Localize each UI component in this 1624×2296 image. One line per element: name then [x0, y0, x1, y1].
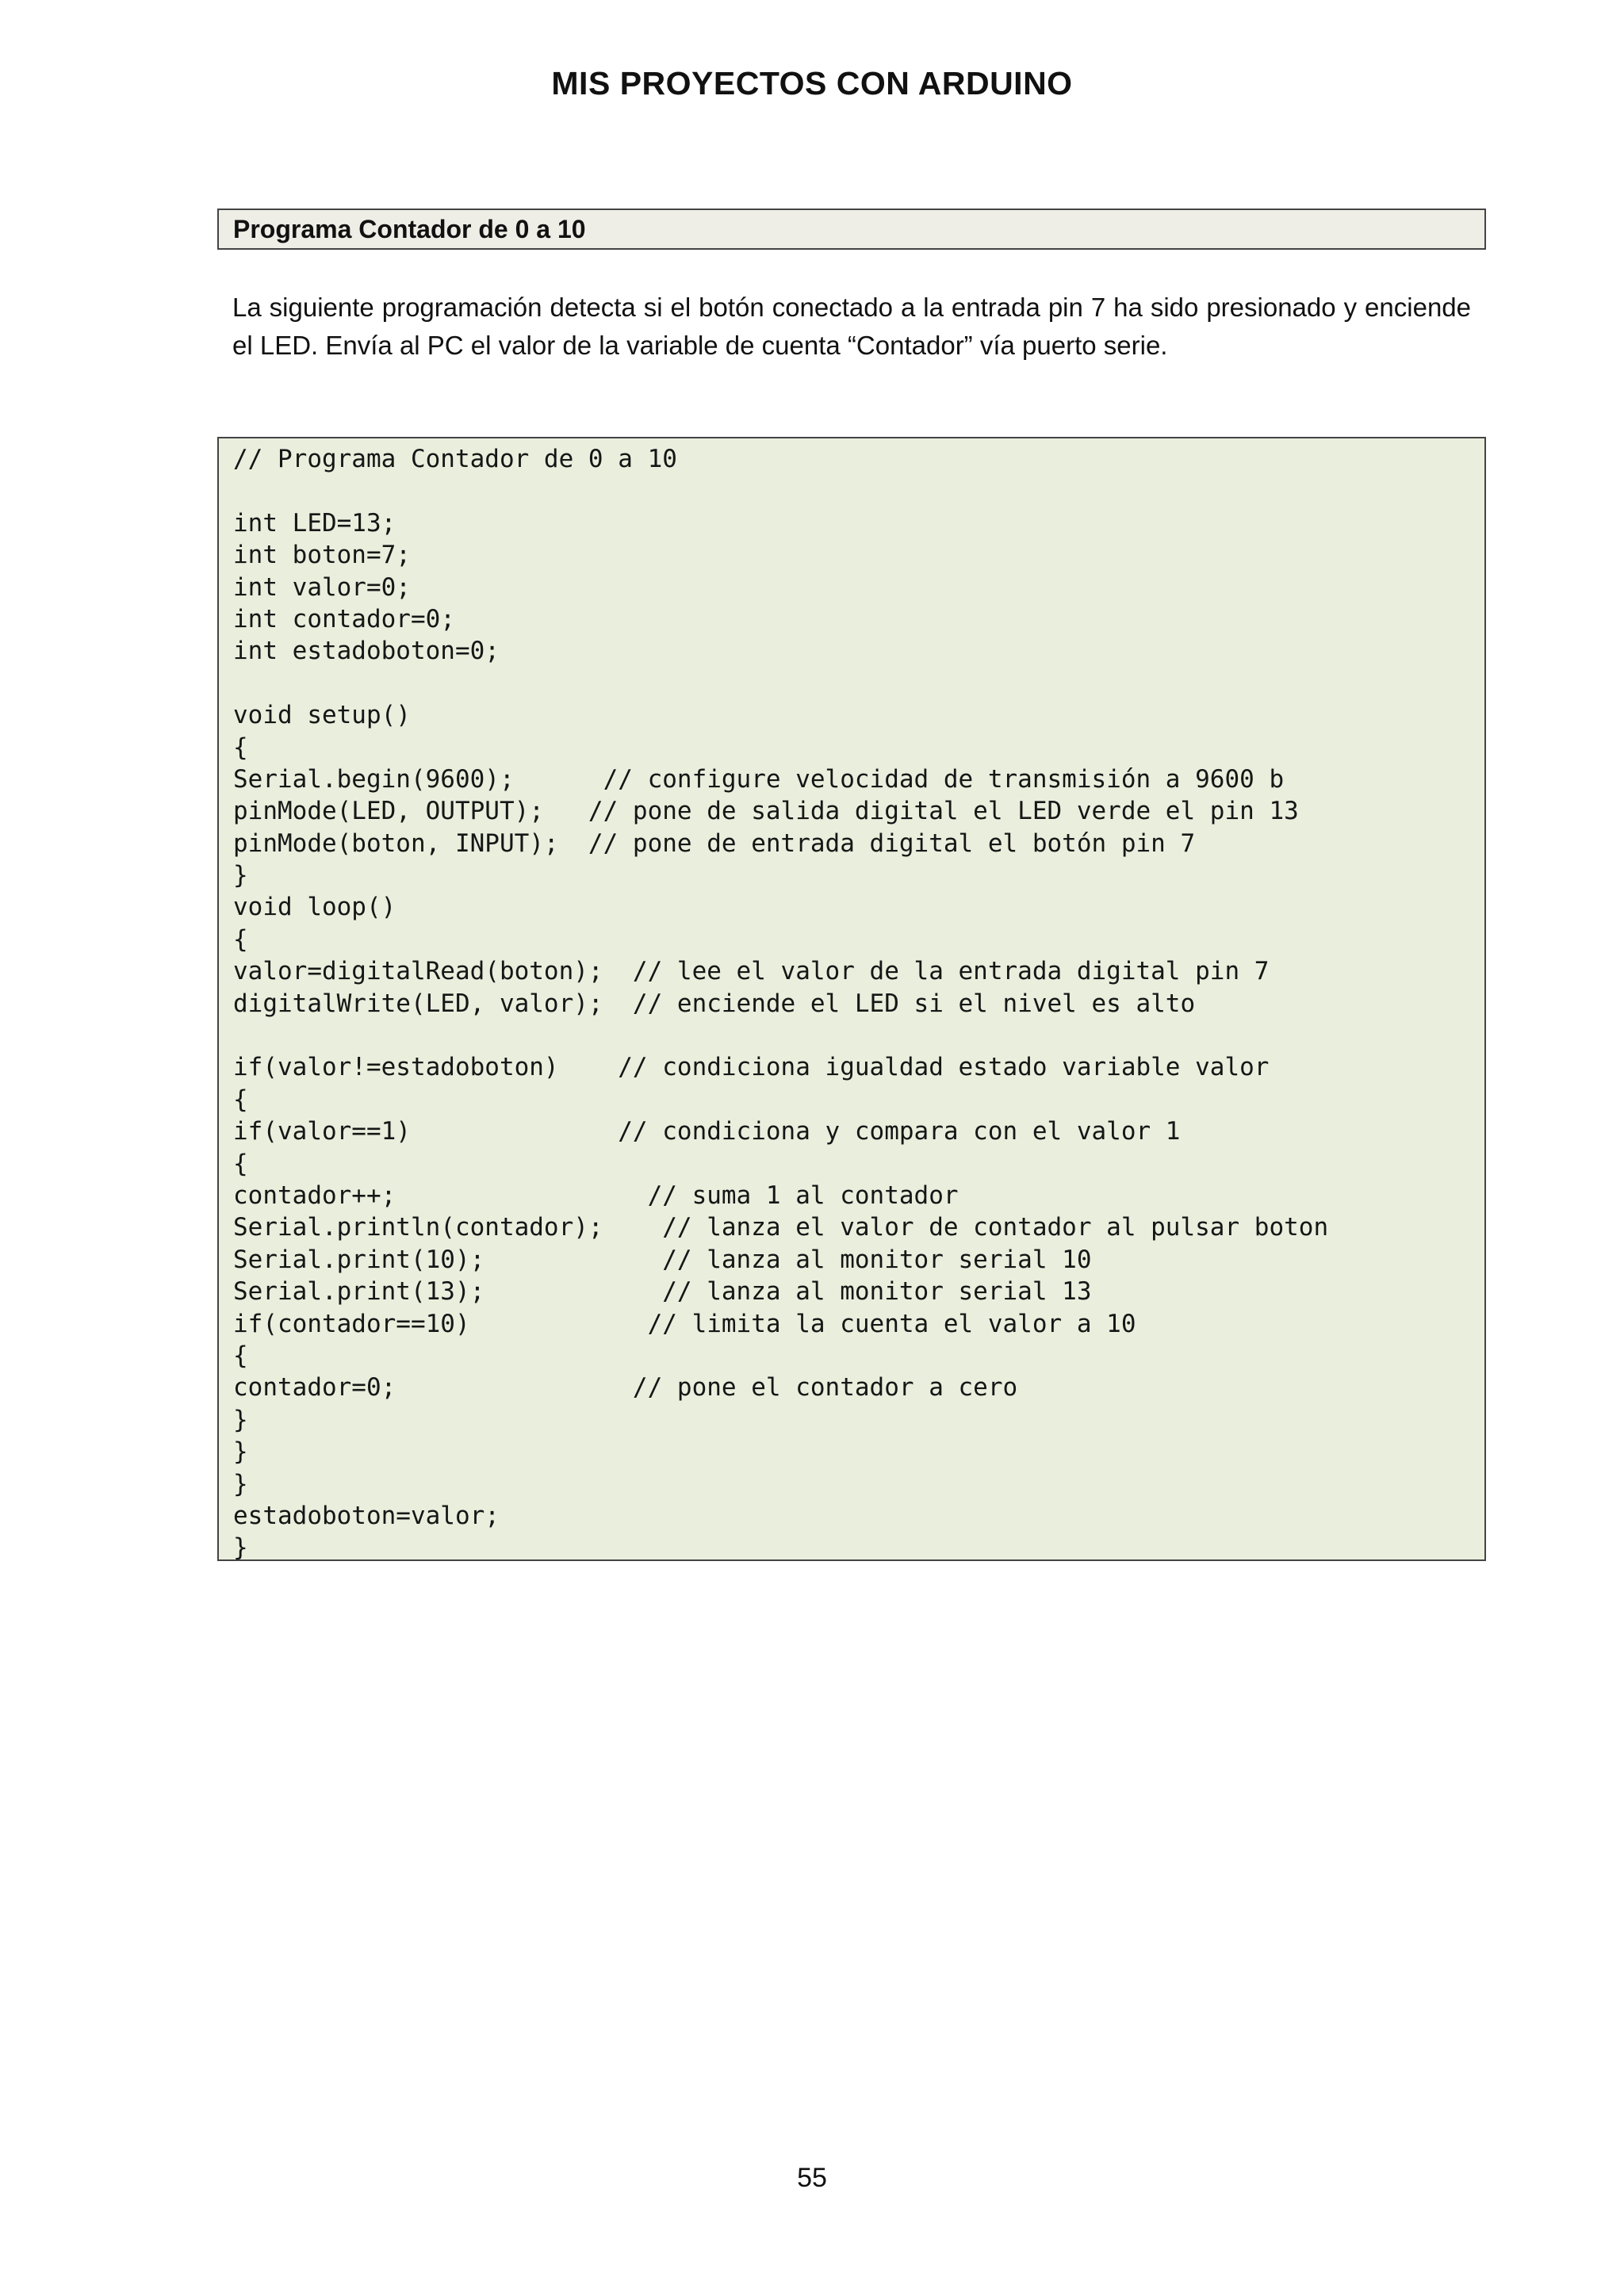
code-line: {	[233, 1085, 248, 1114]
code-line: // Programa Contador de 0 a 10	[233, 445, 677, 473]
code-line: if(valor!=estadoboton) // condiciona igualdad estado variable valor	[233, 1053, 1270, 1082]
code-line: }	[233, 1469, 248, 1498]
section-title-box	[217, 209, 1486, 250]
code-line: {	[233, 924, 248, 954]
code-line: }	[233, 861, 248, 890]
code-line: pinMode(boton, INPUT); // pone de entrada digital el botón pin 7	[233, 828, 1196, 858]
code-line: void setup()	[233, 701, 411, 730]
code-line: pinMode(LED, OUTPUT); // pone de salida digital el LED verde el pin 13	[233, 797, 1299, 826]
code-line: }	[233, 1405, 248, 1434]
page-number: 55	[797, 2163, 827, 2193]
code-line: estadoboton=valor;	[233, 1501, 500, 1530]
code-line: digitalWrite(LED, valor); // enciende el LED si el nivel es alto	[233, 989, 1196, 1018]
code-line: contador=0; // pone el contador a cero	[233, 1373, 1018, 1402]
code-line	[233, 1020, 1470, 1051]
code-line: int valor=0;	[233, 572, 411, 602]
code-line: int boton=7;	[233, 541, 411, 570]
code-line: int estadoboton=0;	[233, 637, 500, 666]
intro-paragraph: La siguiente programación detecta si el botón conectado a la entrada pin 7 ha sido presionado y enciende el LED. Envía al PC el valor de la variable de cuenta “Contador” vía puerto serie.	[232, 293, 1471, 360]
code-line: void loop()	[233, 893, 396, 922]
code-line	[233, 475, 1470, 507]
code-line: contador++; // suma 1 al contador	[233, 1181, 959, 1210]
section-title: Programa Contador de 0 a 10	[233, 214, 586, 243]
code-line: if(contador==10) // limita la cuenta el valor a 10	[233, 1309, 1136, 1338]
code-line	[233, 668, 1470, 699]
code-line: int contador=0;	[233, 604, 455, 633]
code-line: if(valor==1) // condiciona y compara con el valor 1	[233, 1117, 1181, 1146]
code-line: Serial.print(13); // lanza al monitor serial 13	[233, 1277, 1092, 1307]
code-line: {	[233, 1149, 248, 1178]
code-line: }	[233, 1437, 248, 1467]
code-listing	[217, 437, 1486, 1561]
page-header-title: MIS PROYECTOS CON ARDUINO	[551, 65, 1073, 101]
code-line: Serial.println(contador); // lanza el valor de contador al pulsar boton	[233, 1213, 1329, 1242]
code-line: Serial.print(10); // lanza al monitor serial 10	[233, 1245, 1092, 1274]
code-line: int LED=13;	[233, 508, 396, 538]
code-line: Serial.begin(9600); // configure velocidad de transmisión a 9600 b	[233, 764, 1285, 794]
code-line: }	[233, 1533, 248, 1563]
code-line: {	[233, 733, 248, 762]
code-line: {	[233, 1341, 248, 1370]
code-line: valor=digitalRead(boton); // lee el valor de la entrada digital pin 7	[233, 957, 1270, 986]
